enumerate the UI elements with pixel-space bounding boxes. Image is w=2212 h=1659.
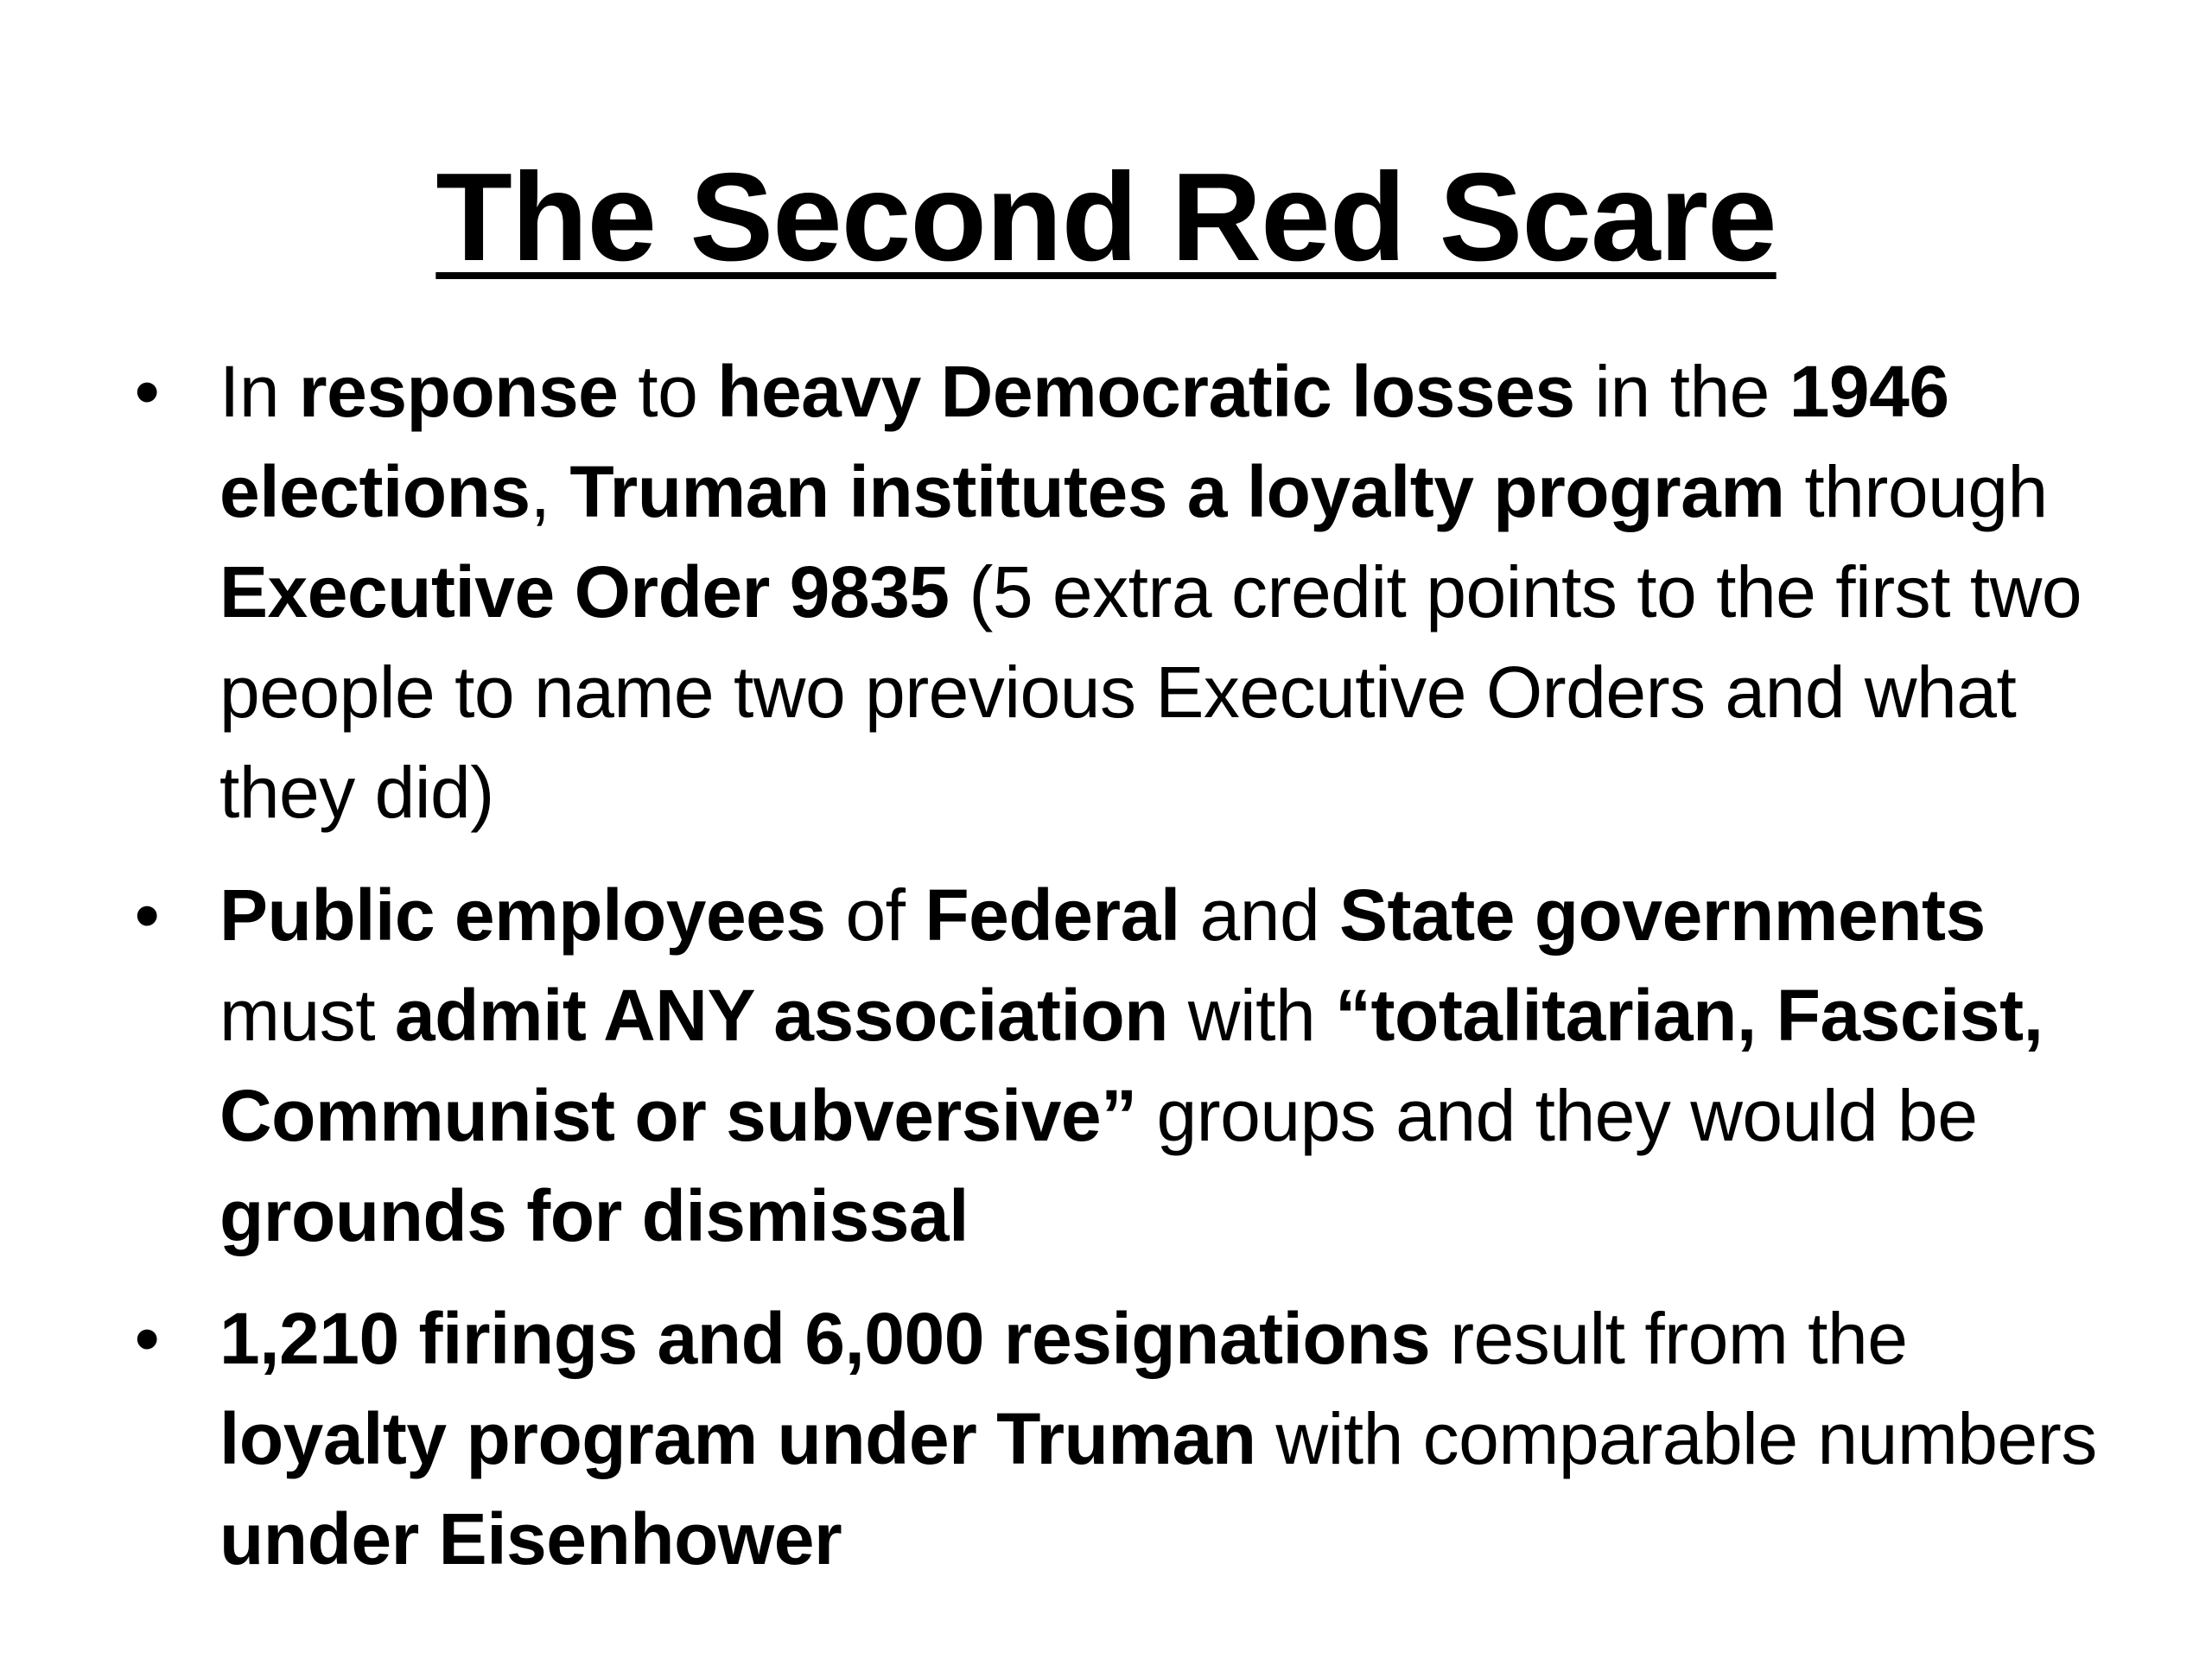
text-segment: through	[1784, 451, 2048, 532]
bold-text-segment: admit ANY association	[394, 975, 1168, 1056]
text-segment: in the	[1574, 351, 1789, 432]
bold-text-segment: loyalty program under Truman	[219, 1398, 1256, 1479]
bold-text-segment: Federal	[925, 874, 1180, 956]
bullet-item	[130, 341, 2117, 842]
bullet-text	[219, 874, 2043, 1256]
bullet-item	[130, 865, 2117, 1266]
bold-text-segment: “totalitarian, Fascist, Communist or subversive”	[219, 975, 2044, 1156]
bullet-marker: •	[134, 1298, 160, 1379]
bold-text-segment: Public employees	[219, 874, 826, 956]
bold-text-segment: 1946 elections	[219, 351, 1949, 532]
bold-text-segment: Executive Order 9835	[219, 551, 950, 632]
bold-text-segment: response	[298, 351, 619, 432]
text-segment: must	[219, 975, 395, 1056]
bullet-text	[219, 351, 2082, 833]
bold-text-segment: Truman institutes a loyalty program	[569, 451, 1785, 532]
text-segment: to	[618, 351, 718, 432]
bullet-list	[130, 341, 2117, 1611]
text-segment: with	[1167, 975, 1336, 1056]
bold-text-segment: grounds for dismissal	[219, 1175, 969, 1256]
text-segment: groups and they would be	[1136, 1075, 1978, 1156]
bullet-text	[219, 1298, 2097, 1580]
bullet-item	[130, 1288, 2117, 1589]
bold-text-segment: 1,210 firings and 6,000 resignations	[219, 1298, 1431, 1379]
bullet-marker: •	[134, 351, 160, 432]
text-segment: result from the	[1430, 1298, 1908, 1379]
text-segment: with comparable numbers	[1255, 1398, 2097, 1479]
text-segment: and	[1179, 874, 1339, 956]
text-segment: (5 extra credit points to the first two people to name two previous Executive Orders and what they did)	[219, 551, 2082, 833]
slide-title	[0, 145, 2212, 289]
text-segment: of	[825, 874, 925, 956]
slide-title-text: The Second Red Scare	[435, 147, 1777, 287]
bold-text-segment: heavy Democratic losses	[717, 351, 1575, 432]
bullet-marker: •	[134, 874, 160, 956]
text-segment: In	[219, 351, 299, 432]
bold-text-segment: under Eisenhower	[219, 1498, 842, 1580]
text-segment: ,	[530, 451, 570, 532]
bold-text-segment: State governments	[1339, 874, 1986, 956]
